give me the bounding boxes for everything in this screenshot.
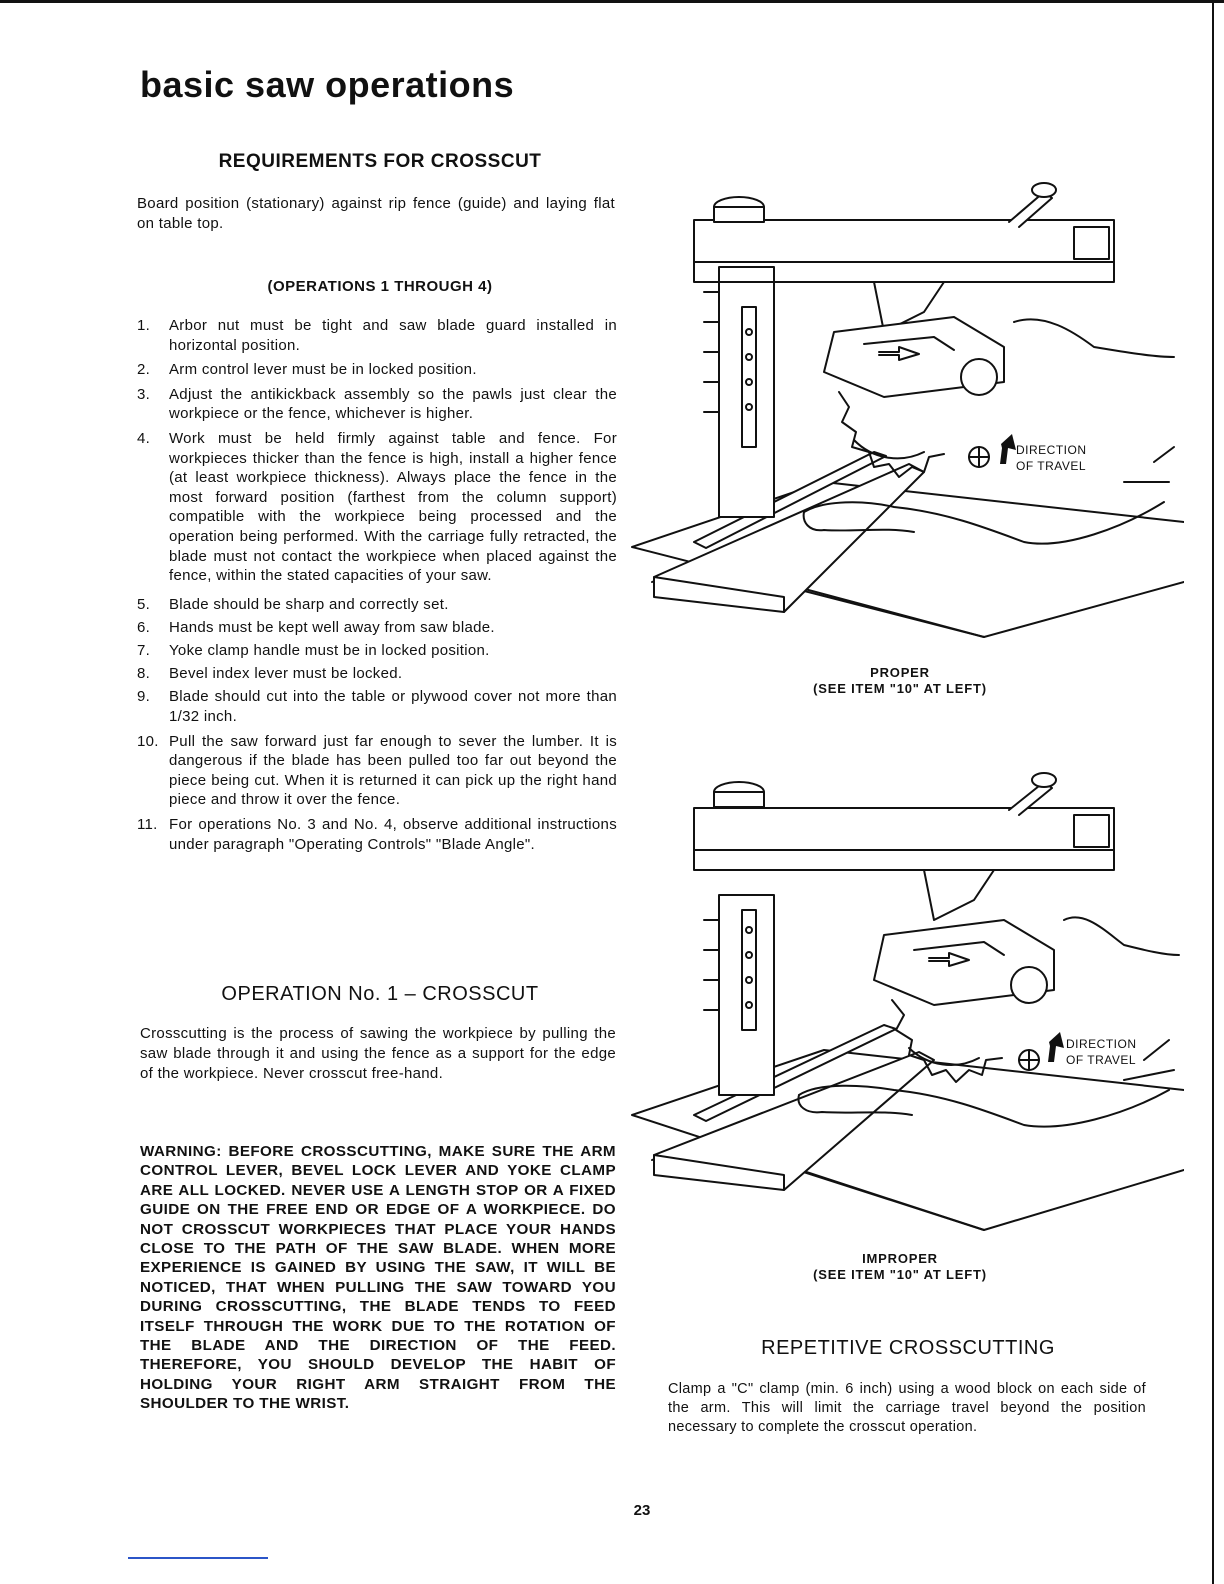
item-text: Work must be held firmly against table and fence. For workpieces thicker than the fence is high, install a higher fence (at least workpiece thickness). Always place the fence in the most forward position (farthest from the column support) compatible with the workpiece being processed and the operation being performed. With the carriage fully retracted, the blade must not contact the workpiece when placed against the fence, within the stated capacities of your saw. xyxy=(169,429,617,585)
list-item xyxy=(137,687,617,726)
item-number: 4. xyxy=(137,429,151,447)
improper-crosscut-illustration xyxy=(624,770,1184,1240)
page-border xyxy=(0,0,1224,3)
item-text: Pull the saw forward just far enough to sever the lumber. It is dangerous if the blade has been pulled too far out beyond the piece being cut. When it is returned it can pick up the right hand piece and throw it over the fence. xyxy=(169,732,617,809)
list-item xyxy=(137,815,617,854)
page-border-right xyxy=(1212,0,1214,1584)
list-item xyxy=(137,429,617,586)
list-item xyxy=(137,595,617,615)
improper-caption-title: IMPROPER xyxy=(862,1251,938,1266)
item-number: 10. xyxy=(137,732,159,750)
footer-rule xyxy=(128,1557,268,1559)
repetitive-heading: REPETITIVE CROSSCUTTING xyxy=(761,1337,1055,1359)
proper-caption-note: (SEE ITEM "10" AT LEFT) xyxy=(813,681,987,696)
proper-caption-title: PROPER xyxy=(870,665,930,680)
item-text: Hands must be kept well away from saw blade. xyxy=(169,618,495,636)
item-text: Blade should be sharp and correctly set. xyxy=(169,595,449,613)
list-item xyxy=(137,618,617,638)
direction-label-line1: DIRECTION xyxy=(1066,1037,1137,1051)
direction-label-line2: OF TRAVEL xyxy=(1016,459,1087,473)
requirements-heading: REQUIREMENTS FOR CROSSCUT xyxy=(218,151,542,172)
item-number: 2. xyxy=(137,361,151,379)
direction-arrow-icon xyxy=(1000,434,1016,464)
item-text: Adjust the antikickback assembly so the pawls just clear the workpiece or the fence, whichever is higher. xyxy=(169,385,617,423)
item-number: 3. xyxy=(137,385,151,403)
list-item xyxy=(137,664,617,684)
item-number: 8. xyxy=(137,665,151,683)
list-item xyxy=(137,641,617,661)
direction-label-line1: DIRECTION xyxy=(1016,443,1087,457)
item-number: 7. xyxy=(137,642,151,660)
page-title: basic saw operations xyxy=(140,64,515,105)
requirements-list xyxy=(137,316,617,859)
proper-crosscut-illustration xyxy=(624,182,1184,652)
item-text: Arbor nut must be tight and saw blade guard installed in horizontal position. xyxy=(169,317,617,354)
operation1-body: Crosscutting is the process of sawing the workpiece by pulling the saw blade through it and using the fence as a support for the edge of the workpiece. Never crosscut free-hand. xyxy=(140,1025,616,1082)
item-number: 1. xyxy=(137,317,151,334)
item-number: 9. xyxy=(137,688,151,706)
item-text: Arm control lever must be in locked position. xyxy=(169,361,477,379)
list-item xyxy=(137,385,617,424)
list-item xyxy=(137,360,617,380)
item-number: 11. xyxy=(137,816,158,834)
item-text: Blade should cut into the table or plywood cover not more than 1/32 inch. xyxy=(169,688,617,726)
item-number: 6. xyxy=(137,618,151,636)
operation1-heading: OPERATION No. 1 – CROSSCUT xyxy=(221,983,539,1005)
item-text: Yoke clamp handle must be in locked position. xyxy=(169,642,490,660)
direction-label-line2: OF TRAVEL xyxy=(1066,1053,1137,1067)
page-number: 23 xyxy=(633,1502,651,1519)
item-number: 5. xyxy=(137,595,151,613)
operations-subheading: (OPERATIONS 1 THROUGH 4) xyxy=(267,278,493,295)
item-text: For operations No. 3 and No. 4, observe additional instructions under paragraph "Operating Controls" "Blade Angle". xyxy=(169,816,617,853)
direction-arrow-icon xyxy=(1048,1032,1064,1062)
list-item xyxy=(137,316,617,355)
crosscut-warning: WARNING: BEFORE CROSSCUTTING, MAKE SURE THE ARM CONTROL LEVER, BEVEL LOCK LEVER AND YOKE CLAMP ARE ALL LOCKED. NEVER USE A LENGTH STOP OR A FIXED GUIDE ON THE FREE END OR EDGE OF A WORKPIECE. DO NOT CROSSCUT WORKPIECES THAT PLACE YOUR HANDS CLOSE TO THE PATH OF THE SAW BLADE. WHEN MORE EXPERIENCE IS GAINED BY USING THE SAW, IT WILL BE NOTICED, THAT WHEN PULLING THE SAW TOWARD YOU DURING CROSSCUTTING, THE BLADE TENDS TO FEED ITSELF THROUGH THE WORK DUE TO THE ROTATION OF THE BLADE AND THE DIRECTION OF THE FEED. THEREFORE, YOU SHOULD DEVELOP THE HABIT OF HOLDING YOUR RIGHT ARM STRAIGHT FROM THE SHOULDER TO THE WRIST. xyxy=(140,1143,616,1413)
repetitive-body: Clamp a "C" clamp (min. 6 inch) using a wood block on each side of the arm. This will limit the carriage travel beyond the position necessary to complete the crosscut operation. xyxy=(668,1381,1146,1435)
improper-caption-note: (SEE ITEM "10" AT LEFT) xyxy=(813,1267,987,1282)
requirements-intro: Board position (stationary) against rip fence (guide) and laying flat on table top. xyxy=(137,195,615,232)
item-text: Bevel index lever must be locked. xyxy=(169,665,403,683)
list-item xyxy=(137,732,617,810)
